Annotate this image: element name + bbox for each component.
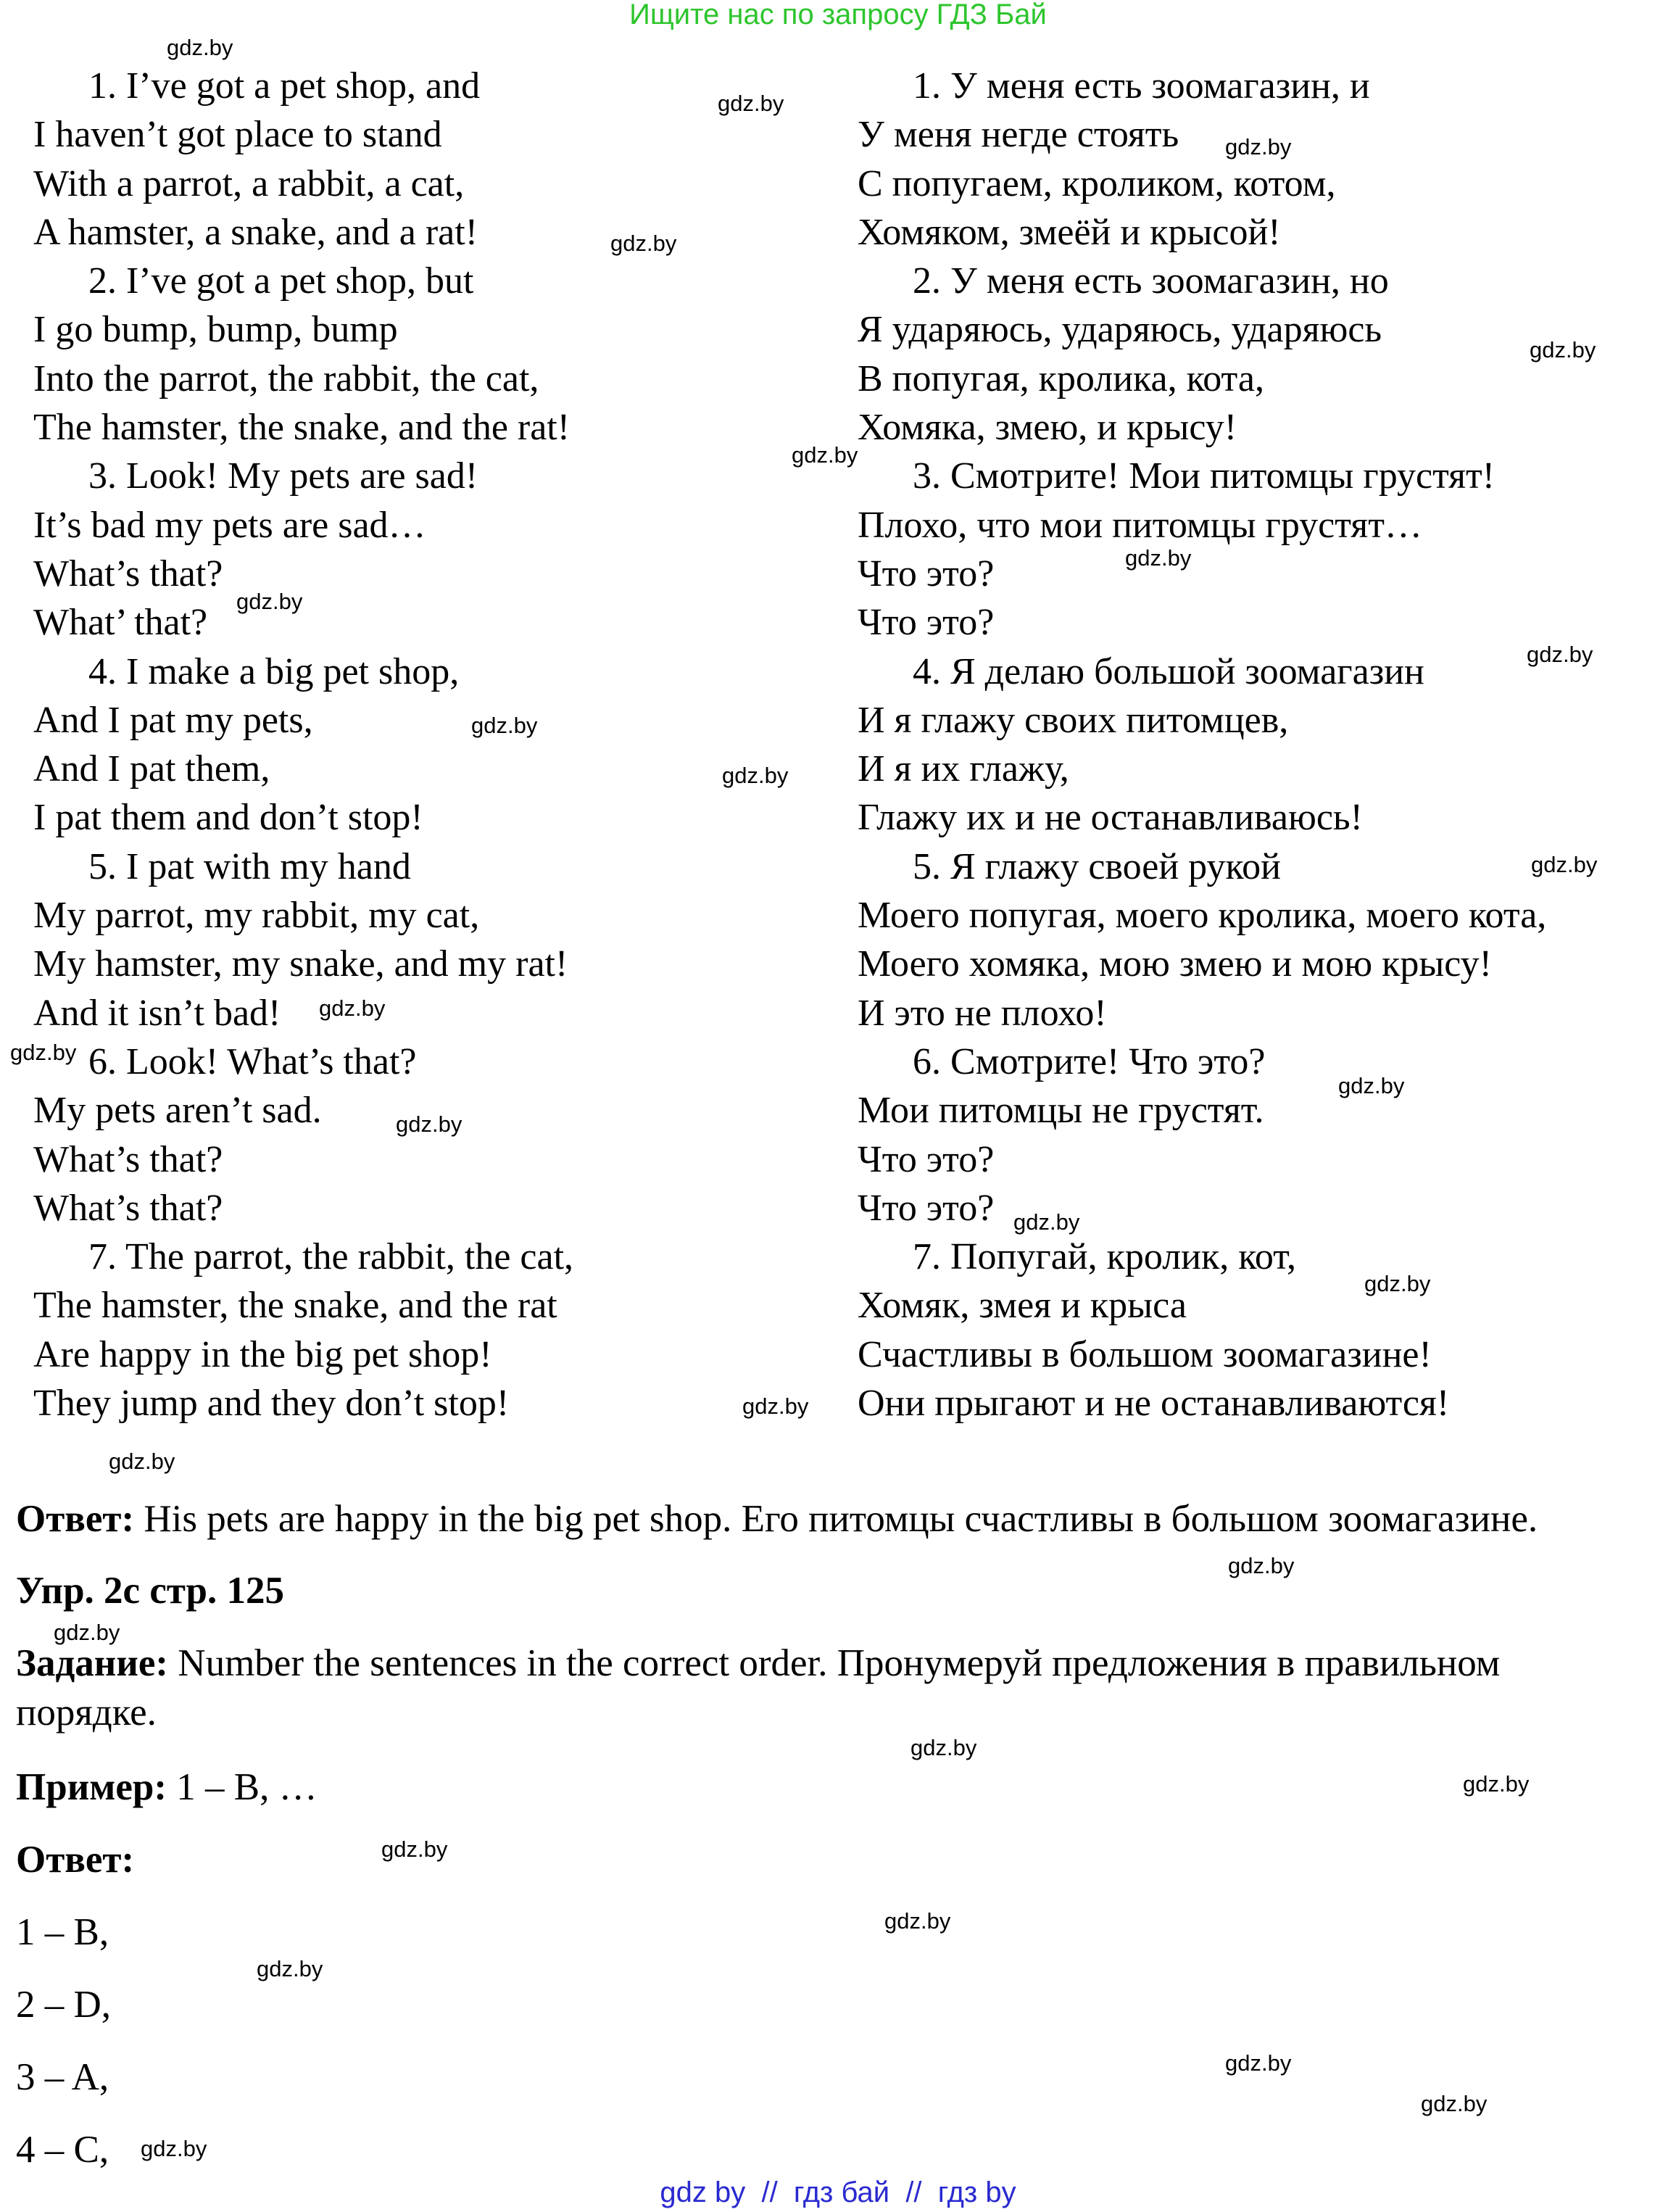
answer-2: [16, 1836, 134, 1883]
watermark: gdz.by: [792, 442, 858, 468]
poem-line: What’s that?: [33, 1138, 223, 1180]
poem-line: 3. Смотрите! Мои питомцы грустят!: [913, 455, 1495, 497]
watermark: gdz.by: [10, 1040, 77, 1065]
task-continuation: [16, 1689, 157, 1736]
poem-line: What’s that?: [33, 1187, 223, 1229]
poem-line: Что это?: [858, 552, 995, 595]
answer-1: [16, 1496, 1538, 1542]
poem-line: 7. The parrot, the rabbit, the cat,: [88, 1236, 574, 1278]
watermark: gdz.by: [1228, 1553, 1295, 1578]
poem-line: 1. У меня есть зоомагазин, и: [913, 65, 1370, 107]
search-banner[interactable]: Ищите нас по запросу ГДЗ Бай: [629, 0, 1047, 30]
poem-line: A hamster, a snake, and a rat!: [33, 211, 478, 253]
poem-line: С попугаем, кроликом, котом,: [858, 162, 1336, 204]
poem-line: I pat them and don’t stop!: [33, 797, 423, 839]
watermark: gdz.by: [1364, 1271, 1431, 1296]
poem-line: 6. Смотрите! Что это?: [913, 1040, 1266, 1082]
poem-line: Мои питомцы не грустят.: [858, 1090, 1264, 1132]
watermark: gdz.by: [722, 763, 789, 788]
watermark: gdz.by: [471, 713, 538, 738]
task-text: Number the sentences in the correct order. Пронумеруй предложения в правильном: [168, 1642, 1501, 1684]
poem-line: Они прыгают и не останавливаются!: [858, 1383, 1450, 1425]
answer-label: Ответ:: [16, 1839, 135, 1881]
poem-line: Что это?: [858, 602, 995, 644]
watermark: gdz.by: [1463, 1771, 1530, 1797]
task-label: Задание:: [16, 1642, 169, 1684]
watermark: gdz.by: [319, 995, 386, 1021]
watermark: gdz.by: [742, 1393, 809, 1419]
poem-line: И я их глажу,: [858, 748, 1069, 790]
poem-line: Что это?: [858, 1187, 995, 1229]
poem-line: And I pat my pets,: [33, 699, 313, 741]
answer-item: 2 – D,: [16, 1984, 112, 2026]
poem-line: The hamster, the snake, and the rat!: [33, 407, 571, 449]
poem-line: 4. I make a big pet shop,: [88, 650, 460, 692]
footer-links[interactable]: gdz by // гдз бай // гдз by: [660, 2176, 1016, 2208]
watermark: gdz.by: [54, 1620, 120, 1645]
poem-line: 3. Look! My pets are sad!: [88, 455, 478, 497]
poem-line: My pets aren’t sad.: [33, 1090, 322, 1132]
poem-line: Я ударяюсь, ударяюсь, ударяюсь: [858, 309, 1382, 351]
poem-line: Плохо, что мои питомцы грустят…: [858, 504, 1422, 546]
watermark: gdz.by: [167, 35, 233, 60]
watermark: gdz.by: [381, 1836, 448, 1862]
poem-line: У меня негде стоять: [858, 114, 1179, 156]
poem-line: Are happy in the big pet shop!: [33, 1333, 492, 1375]
poem-line: В попугая, кролика, кота,: [858, 357, 1264, 399]
poem-line: 5. Я глажу своей рукой: [913, 845, 1281, 887]
poem-line: Хомяка, змею, и крысу!: [858, 407, 1237, 449]
task-text-cont: порядке.: [16, 1691, 157, 1733]
watermark: gdz.by: [257, 1956, 323, 1981]
poem-line: I go bump, bump, bump: [33, 309, 398, 351]
poem-line: 2. У меня есть зоомагазин, но: [913, 260, 1389, 302]
watermark: gdz.by: [1527, 642, 1593, 667]
poem-line: I haven’t got place to stand: [33, 114, 442, 156]
poem-line: And I pat them,: [33, 748, 270, 790]
example-label: Пример:: [16, 1766, 167, 1808]
answer-item: 4 – C,: [16, 2129, 109, 2171]
poem-line: 2. I’ve got a pet shop, but: [88, 260, 474, 302]
poem-line: И я глажу своих питомцев,: [858, 699, 1289, 741]
poem-line: Счастливы в большом зоомагазине!: [858, 1333, 1432, 1375]
task: [16, 1640, 1500, 1686]
poem-line: My hamster, my snake, and my rat!: [33, 943, 568, 985]
watermark: gdz.by: [1013, 1209, 1080, 1235]
watermark: gdz.by: [1225, 2050, 1292, 2076]
example-text: 1 – B, …: [167, 1766, 318, 1808]
exercise-title: [16, 1567, 284, 1614]
watermark: gdz.by: [1338, 1073, 1405, 1098]
poem-line: They jump and they don’t stop!: [33, 1383, 510, 1425]
watermark: gdz.by: [718, 91, 784, 116]
poem-line: 4. Я делаю большой зоомагазин: [913, 650, 1424, 692]
poem-line: It’s bad my pets are sad…: [33, 504, 426, 546]
poem-line: Хомяком, змеёй и крысой!: [858, 211, 1281, 253]
poem-line: 7. Попугай, кролик, кот,: [913, 1236, 1296, 1278]
poem-line: What’s that?: [33, 552, 223, 595]
answer-item: 3 – A,: [16, 2056, 109, 2098]
poem-line: My parrot, my rabbit, my cat,: [33, 895, 480, 937]
watermark: gdz.by: [1421, 2091, 1488, 2116]
exercise-title-text: Упр. 2с стр. 125: [16, 1570, 285, 1612]
poem-line: What’ that?: [33, 602, 208, 644]
watermark: gdz.by: [141, 2136, 207, 2161]
answer-label: Ответ:: [16, 1498, 135, 1540]
watermark: gdz.by: [109, 1449, 175, 1474]
answer-item: 1 – B,: [16, 1911, 109, 1953]
poem-english: [33, 62, 852, 1428]
poem-russian: [858, 62, 1676, 1428]
poem-line: И это не плохо!: [858, 992, 1107, 1034]
watermark: gdz.by: [610, 231, 677, 256]
watermark: gdz.by: [1531, 852, 1598, 877]
answer-text: His pets are happy in the big pet shop. Его питомцы счастливы в большом зоомагазине.: [134, 1498, 1538, 1540]
poem-line: Моего попугая, моего кролика, моего кота,: [858, 895, 1547, 937]
poem-line: Into the parrot, the rabbit, the cat,: [33, 357, 539, 399]
poem-line: And it isn’t bad!: [33, 992, 281, 1034]
watermark: gdz.by: [1225, 134, 1292, 160]
watermark: gdz.by: [1125, 545, 1192, 571]
poem-line: 1. I’ve got a pet shop, and: [88, 65, 481, 107]
example: [16, 1764, 318, 1810]
watermark: gdz.by: [910, 1735, 977, 1760]
poem-line: Глажу их и не останавливаюсь!: [858, 797, 1363, 839]
poem-line: Моего хомяка, мою змею и мою крысу!: [858, 943, 1492, 985]
watermark: gdz.by: [1530, 337, 1596, 363]
poem-line: With a parrot, a rabbit, a cat,: [33, 162, 465, 204]
watermark: gdz.by: [236, 589, 303, 614]
poem-line: 6. Look! What’s that?: [88, 1040, 417, 1082]
poem-line: Что это?: [858, 1138, 995, 1180]
watermark: gdz.by: [884, 1908, 951, 1934]
poem-line: The hamster, the snake, and the rat: [33, 1285, 557, 1327]
poem-line: 5. I pat with my hand: [88, 845, 411, 887]
watermark: gdz.by: [396, 1111, 462, 1137]
poem-line: Хомяк, змея и крыса: [858, 1285, 1187, 1327]
